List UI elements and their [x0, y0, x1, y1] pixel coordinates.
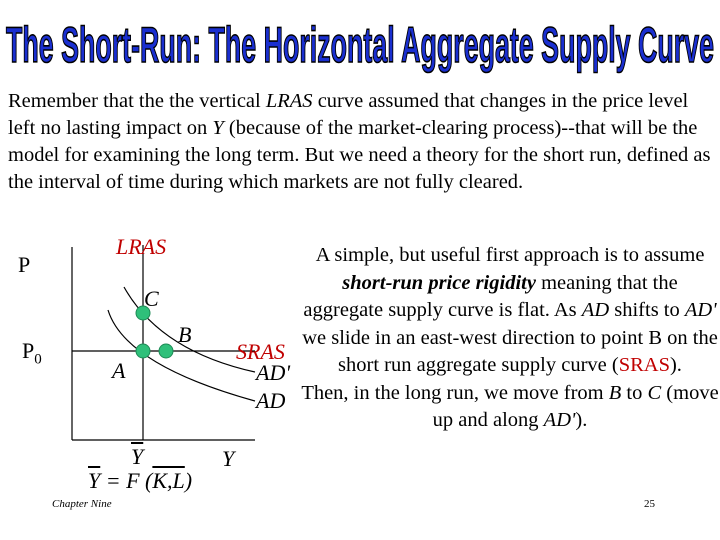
chapter-label: Chapter Nine	[52, 498, 112, 510]
p0-label-sub: 0	[34, 351, 42, 368]
production-function	[88, 470, 192, 492]
point-b-label: B	[178, 322, 192, 347]
lras-label: LRAS	[116, 234, 167, 259]
slide-title-banner	[0, 0, 720, 86]
exp-t9: ).	[669, 354, 682, 376]
exp-t16: ).	[575, 409, 588, 431]
point-a-label: A	[112, 358, 126, 383]
p0-label-main: P	[22, 338, 35, 363]
intro-lras: LRAS	[265, 90, 313, 112]
intro-text-2: curve assumed that changes in the price level left no lasting impact on	[8, 90, 689, 139]
sras-label: SRAS	[236, 339, 285, 364]
point-a	[136, 344, 150, 358]
formula-ybar: $\overline{Y}$	[88, 468, 101, 493]
exp-t7: we slide in an east-west direction to point B on the short run aggregate supply curve (	[302, 326, 718, 376]
exp-t14: (move up and along	[432, 381, 719, 431]
exp-t11: B	[608, 381, 622, 404]
exp-t2: short-run price rigidity	[342, 271, 536, 294]
exp-t10: Then, in the long run, we move from	[301, 381, 609, 404]
y-axis-label: Y	[222, 446, 235, 471]
formula-close: )	[184, 468, 193, 493]
exp-t8: SRAS	[618, 354, 670, 376]
formula-eq: = F (	[100, 468, 153, 493]
p-axis-label: P	[18, 252, 31, 277]
intro-y: Y	[212, 117, 224, 139]
exp-t6: AD'	[684, 299, 717, 321]
ad-prime-label: AD'	[256, 360, 291, 385]
point-b	[159, 344, 173, 358]
exp-t12: to	[621, 381, 648, 404]
p0-label	[22, 340, 42, 370]
exp-t4: AD	[581, 299, 610, 321]
ybar-label: $\overline{Y}$	[131, 444, 144, 469]
intro-text-3: (because of the market-clearing process)--that will be the model for examining the long term. But we need a theory for the short run, defined as the interval of time during which markets are not fully cleared.	[8, 117, 711, 193]
page-number: 25	[644, 498, 655, 510]
exp-t15: AD'	[543, 409, 576, 431]
intro-paragraph	[8, 88, 714, 196]
exp-t5: shifts to	[609, 299, 685, 321]
intro-text-1: Remember that the the vertical	[8, 90, 266, 112]
formula-kl: K,L	[152, 468, 185, 493]
exp-t1: A simple, but useful first approach is to assume	[315, 244, 705, 266]
exp-t13: C	[647, 381, 662, 404]
explanation-paragraph	[300, 242, 720, 435]
exp-t3: meaning that the aggregate supply curve is flat. As	[303, 271, 678, 321]
point-c-label: C	[144, 286, 159, 311]
ad-label: AD	[256, 388, 286, 413]
slide-title: The Short-Run: The Horizontal Aggregate Supply Curve	[6, 17, 714, 73]
slide-title-graphic	[0, 0, 720, 86]
